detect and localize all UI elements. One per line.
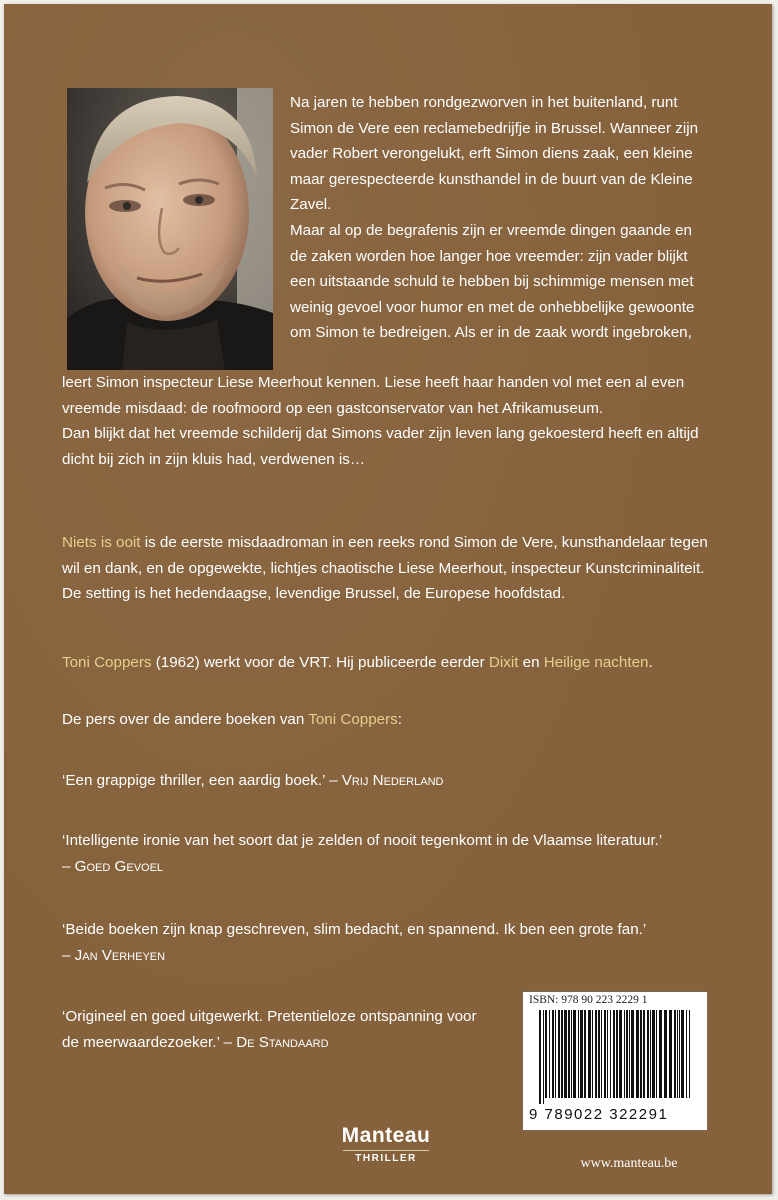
barcode-bar [652,1010,655,1098]
synopsis-line: vader Robert verongelukt, erft Simon diens zaak, een kleine [290,145,693,163]
quote-text: ‘Een grappige thriller, een aardig boek.’ – [62,772,342,789]
synopsis-line: maar gerespecteerde kunsthandel in de buurt van de Kleine [290,170,693,188]
barcode-bar [613,1010,615,1098]
barcode-bar [558,1010,560,1098]
barcode-bar [604,1010,606,1098]
barcode-bar [677,1010,678,1098]
barcode-bar [636,1010,639,1098]
series-paragraph [62,530,752,607]
barcode-digits: 9 789022 322291 [529,1106,669,1123]
book-title: Niets is ooit [62,534,141,551]
isbn-number: ISBN: 978 90 223 2229 1 [529,994,648,1006]
press-quote [62,917,752,968]
barcode-bar [619,1010,622,1098]
author-text: en [518,654,544,671]
barcode-bar [686,1010,687,1098]
previous-book-title: Heilige nachten [543,654,649,671]
barcode-bar [549,1010,550,1098]
barcode-bar [610,1010,611,1098]
barcode-bar [650,1010,651,1098]
synopsis-line: leert Simon inspecteur Liese Meerhout kennen. Liese heeft haar handen vol met een al even [62,374,685,391]
quote-text: de meerwaardezoeker.’ – [62,1033,237,1051]
barcode-bar [595,1010,597,1098]
barcode-bar [659,1010,662,1098]
barcode-bar [616,1010,618,1098]
publisher-website: www.manteau.be [580,1156,678,1171]
barcode-bar [679,1010,680,1098]
barcode-bar [643,1010,645,1098]
barcode-bar [656,1010,657,1098]
barcode-bar [573,1010,576,1098]
author-name: Toni Coppers [62,654,152,671]
barcode-bar [539,1010,541,1104]
series-line: wil en dank, en de opgewekte, lichtjes chaotische Liese Meerhout, inspecteur Kunstcriminaliteit. [62,559,705,577]
barcode-bar [624,1010,625,1098]
barcode-bar [588,1010,591,1098]
barcode-bar [626,1010,628,1098]
barcode-bar [598,1010,600,1098]
barcode-bar [674,1010,676,1098]
synopsis-line: om Simon te bedreigen. Als er in de zaak wordt ingebroken, [290,324,692,342]
barcode-bar [552,1010,554,1098]
quote-text: ‘Beide boeken zijn knap geschreven, slim bedacht, en spannend. Ik ben een grote fan.’ [62,921,647,938]
synopsis-line: Dan blijkt dat het vreemde schilderij dat Simons vader zijn leven lang gekoesterd heeft en altijd [62,425,699,443]
barcode-bar [640,1010,642,1098]
quote-source: De Standaard [236,1033,329,1051]
synopsis-line: Maar al op de begrafenis zijn er vreemde dingen gaande en [290,221,692,239]
author-photo [67,88,273,370]
barcode-label [522,991,708,1131]
barcode-bar [664,1010,667,1098]
synopsis-line: Zavel. [290,196,332,214]
synopsis-line: Simon de Vere een reclamebedrijfje in Brussel. Wanneer zijn [290,119,699,137]
series-line [62,530,752,556]
author-paragraph [62,650,752,676]
barcode-bar [561,1010,563,1098]
barcode-bar [584,1010,586,1098]
quote-text-end [62,1030,517,1056]
synopsis-line: een uitstaande schuld te hebben bij schimmige mensen met [290,273,694,291]
publisher-name: Manteau [341,1124,431,1147]
author-portrait-image [67,88,273,370]
author-name: Toni Coppers [308,711,398,728]
quote-text: ‘Origineel en goed uitgewerkt. Pretentieloze ontspanning voor [62,1008,477,1025]
genre-label: THRILLER [355,1153,417,1164]
quote-source: Goed Gevoel [74,857,164,875]
author-text: . [648,654,653,671]
synopsis-line: weinig gevoel voor humor en met de onhebbelijke gewoonte [290,298,695,316]
barcode-bar [571,1010,572,1098]
barcode-bar [564,1010,567,1098]
press-intro-text: : [397,711,402,728]
press-quote [62,1004,517,1055]
press-quote [62,768,752,794]
barcode-bar [681,1010,684,1098]
barcode-bar [578,1010,579,1098]
synopsis-line: de zaken worden hoe langer hoe vreemder: zijn vader blijkt [290,247,688,265]
press-quote [62,828,752,879]
series-line: De setting is het hedendaagse, levendige Brussel, de Europese hoofdstad. [62,585,566,603]
quote-text: ‘Intelligente ironie van het soort dat je zelden of nooit tegenkomt in de Vlaamse literatuur.’ [62,832,663,849]
barcode-bar [543,1010,544,1104]
barcode-bars [537,1010,697,1104]
quote-source: Vrij Nederland [341,772,444,789]
quote-attribution [62,854,752,880]
synopsis-bottom [62,370,752,472]
barcode-bar [669,1010,672,1098]
synopsis-top [290,90,750,346]
quote-dash: – [62,857,75,875]
quote-attribution [62,943,752,969]
previous-book-title: Dixit [488,654,519,671]
quote-source: Jan Verheyen [74,946,166,964]
barcode-bar [555,1010,556,1098]
barcode-bar [568,1010,570,1098]
synopsis-line: vreemde misdaad: de roofmoord op een gastconservator van het Afrikamuseum. [62,399,604,417]
author-text: (1962) werkt voor de VRT. Hij publiceerde eerder [151,654,489,671]
barcode-bar [592,1010,593,1098]
barcode-bar [545,1010,547,1098]
press-intro [62,707,752,733]
barcode-bar [629,1010,630,1098]
barcode-bar [601,1010,602,1098]
synopsis-line: dicht bij zich in zijn kluis had, verdwenen is… [62,450,366,468]
barcode-bar [647,1010,649,1098]
book-back-cover [4,4,772,1194]
barcode-bar [607,1010,608,1098]
press-intro-text: De pers over de andere boeken van [62,711,309,728]
synopsis-line: Na jaren te hebben rondgezworven in het buitenland, runt [290,94,678,111]
barcode-bar [580,1010,583,1098]
barcode-bar [689,1010,690,1098]
publisher-logo [326,1124,446,1164]
barcode-bar [631,1010,634,1098]
quote-dash: – [62,946,75,964]
series-text: is de eerste misdaadroman in een reeks rond Simon de Vere, kunsthandelaar tegen [140,534,708,551]
publisher-divider [343,1150,429,1151]
